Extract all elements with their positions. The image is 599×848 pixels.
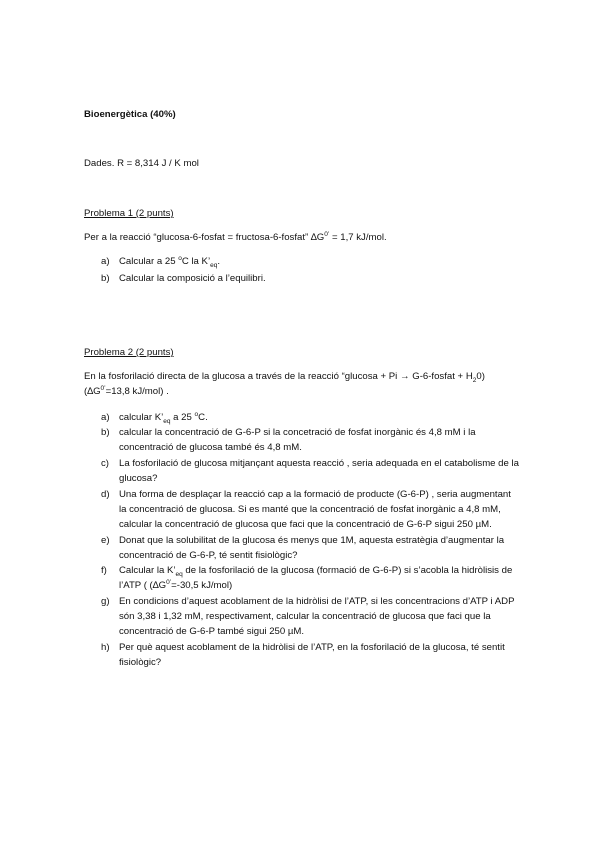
- intro-text: =13,8 kJ/mol) .: [105, 386, 169, 397]
- problem2-item-letter: g): [101, 596, 110, 607]
- degree-mark: o: [194, 410, 199, 418]
- item-text: Calcular la K’: [119, 565, 176, 576]
- intro-text: En la fosforilació directa de la glucosa a través de la reacció “glucosa + Pi: [84, 371, 400, 382]
- item-text: =-30,5 kJ/mol): [171, 580, 233, 591]
- problem2-item-letter: f): [101, 565, 107, 576]
- problem2-heading: Problema 2 (2 punts): [84, 347, 174, 358]
- problem2-item-h: Per què aquest acoblament de la hidròlisi de l’ATP, en la fosforilació de la glucosa, té sentit fisiològic?: [119, 642, 505, 668]
- water-subscript: 2: [472, 376, 477, 384]
- data-line: Dades. R = 8,314 J / K mol: [84, 158, 199, 169]
- eq-subscript: eq: [210, 261, 218, 269]
- item-text: de la fosforilació de la glucosa (formació de G-6-P) si s’acobla la hidròlisis de l’ATP ( (∆G: [119, 565, 513, 591]
- problem2-item-letter: d): [101, 489, 110, 500]
- delta-g-superscript: 0’: [166, 578, 172, 586]
- problem1-heading: Problema 1 (2 punts): [84, 208, 174, 219]
- item-text: calcular K’: [119, 412, 164, 423]
- item-text: a 25: [170, 412, 195, 423]
- problem2-item-g: En condicions d’aquest acoblament de la hidròlisi de l’ATP, si les concentracions d’ATP i ADP són 3,38 i 1,32 mM, respectivament, calcular la concentració de glucosa que faci que la concentració de G-6-P també sigui 250 µM.: [119, 596, 515, 637]
- delta-g-superscript: 0’: [324, 230, 330, 238]
- intro-text: 0): [476, 371, 485, 382]
- problem2-item-d: Una forma de desplaçar la reacció cap a la formació de producte (G-6-P) , seria augmentant la concentració de glucosa. Si es manté que la concentració de fosfat inorgànic a 4,8 mM, calcular la concentració de glucosa que faci que la concentració de G-6-P sigui 250 µM.: [119, 489, 511, 530]
- problem2-item-f: [119, 563, 519, 593]
- item-text: C.: [198, 412, 208, 423]
- problem2-item-c: La fosforilació de glucosa mitjançant aquesta reacció , seria adequada en el catabolisme de la glucosa?: [119, 458, 519, 484]
- item-text: .: [217, 256, 220, 267]
- problem1-item-b: Calcular la composició a l’equilibri.: [119, 273, 266, 284]
- problem2-item-letter: h): [101, 642, 110, 653]
- problem2-item-letter: e): [101, 535, 110, 546]
- item-text: C la K’: [181, 256, 211, 267]
- problem2-item-e: Donat que la solubilitat de la glucosa és menys que 1M, aquesta estratègia d’augmentar la concentració de G-6-P, té sentit fisiològic?: [119, 535, 505, 561]
- problem2-item-letter: a): [101, 412, 110, 423]
- eq-subscript: eq: [163, 417, 171, 425]
- problem2-item-letter: b): [101, 427, 110, 438]
- intro-text: (∆G: [84, 386, 101, 397]
- problem1-statement: [84, 230, 387, 245]
- problem1-item-letter: b): [101, 273, 110, 284]
- problem2-item-letter: c): [101, 458, 109, 469]
- problem1-statement-text: Per a la reacció “glucosa-6-fosfat = fructosa-6-fosfat”: [84, 232, 311, 243]
- problem1-item-letter: a): [101, 256, 110, 267]
- problem2-item-a: [119, 410, 519, 425]
- item-text: Calcular a 25: [119, 256, 179, 267]
- problem1-item-a: [119, 254, 519, 269]
- problem2-intro-line2: [84, 384, 169, 399]
- eq-subscript: eq: [175, 570, 183, 578]
- problem1-statement-value: = 1,7 kJ/mol.: [329, 232, 387, 243]
- reaction-arrow-icon: →: [399, 371, 410, 382]
- degree-mark: o: [178, 254, 182, 262]
- problem2-intro-line1: [84, 369, 485, 384]
- delta-g-superscript: 0’: [100, 384, 106, 392]
- intro-text: G-6-fosfat + H: [409, 371, 473, 382]
- problem2-item-b: calcular la concentració de G-6-P si la concetració de fosfat inorgànic és 4,8 mM i la concentració de glucosa també és 4,8 mM.: [119, 427, 476, 453]
- delta-g-symbol: ∆G: [310, 232, 325, 243]
- section-title: Bioenergètica (40%): [84, 109, 176, 120]
